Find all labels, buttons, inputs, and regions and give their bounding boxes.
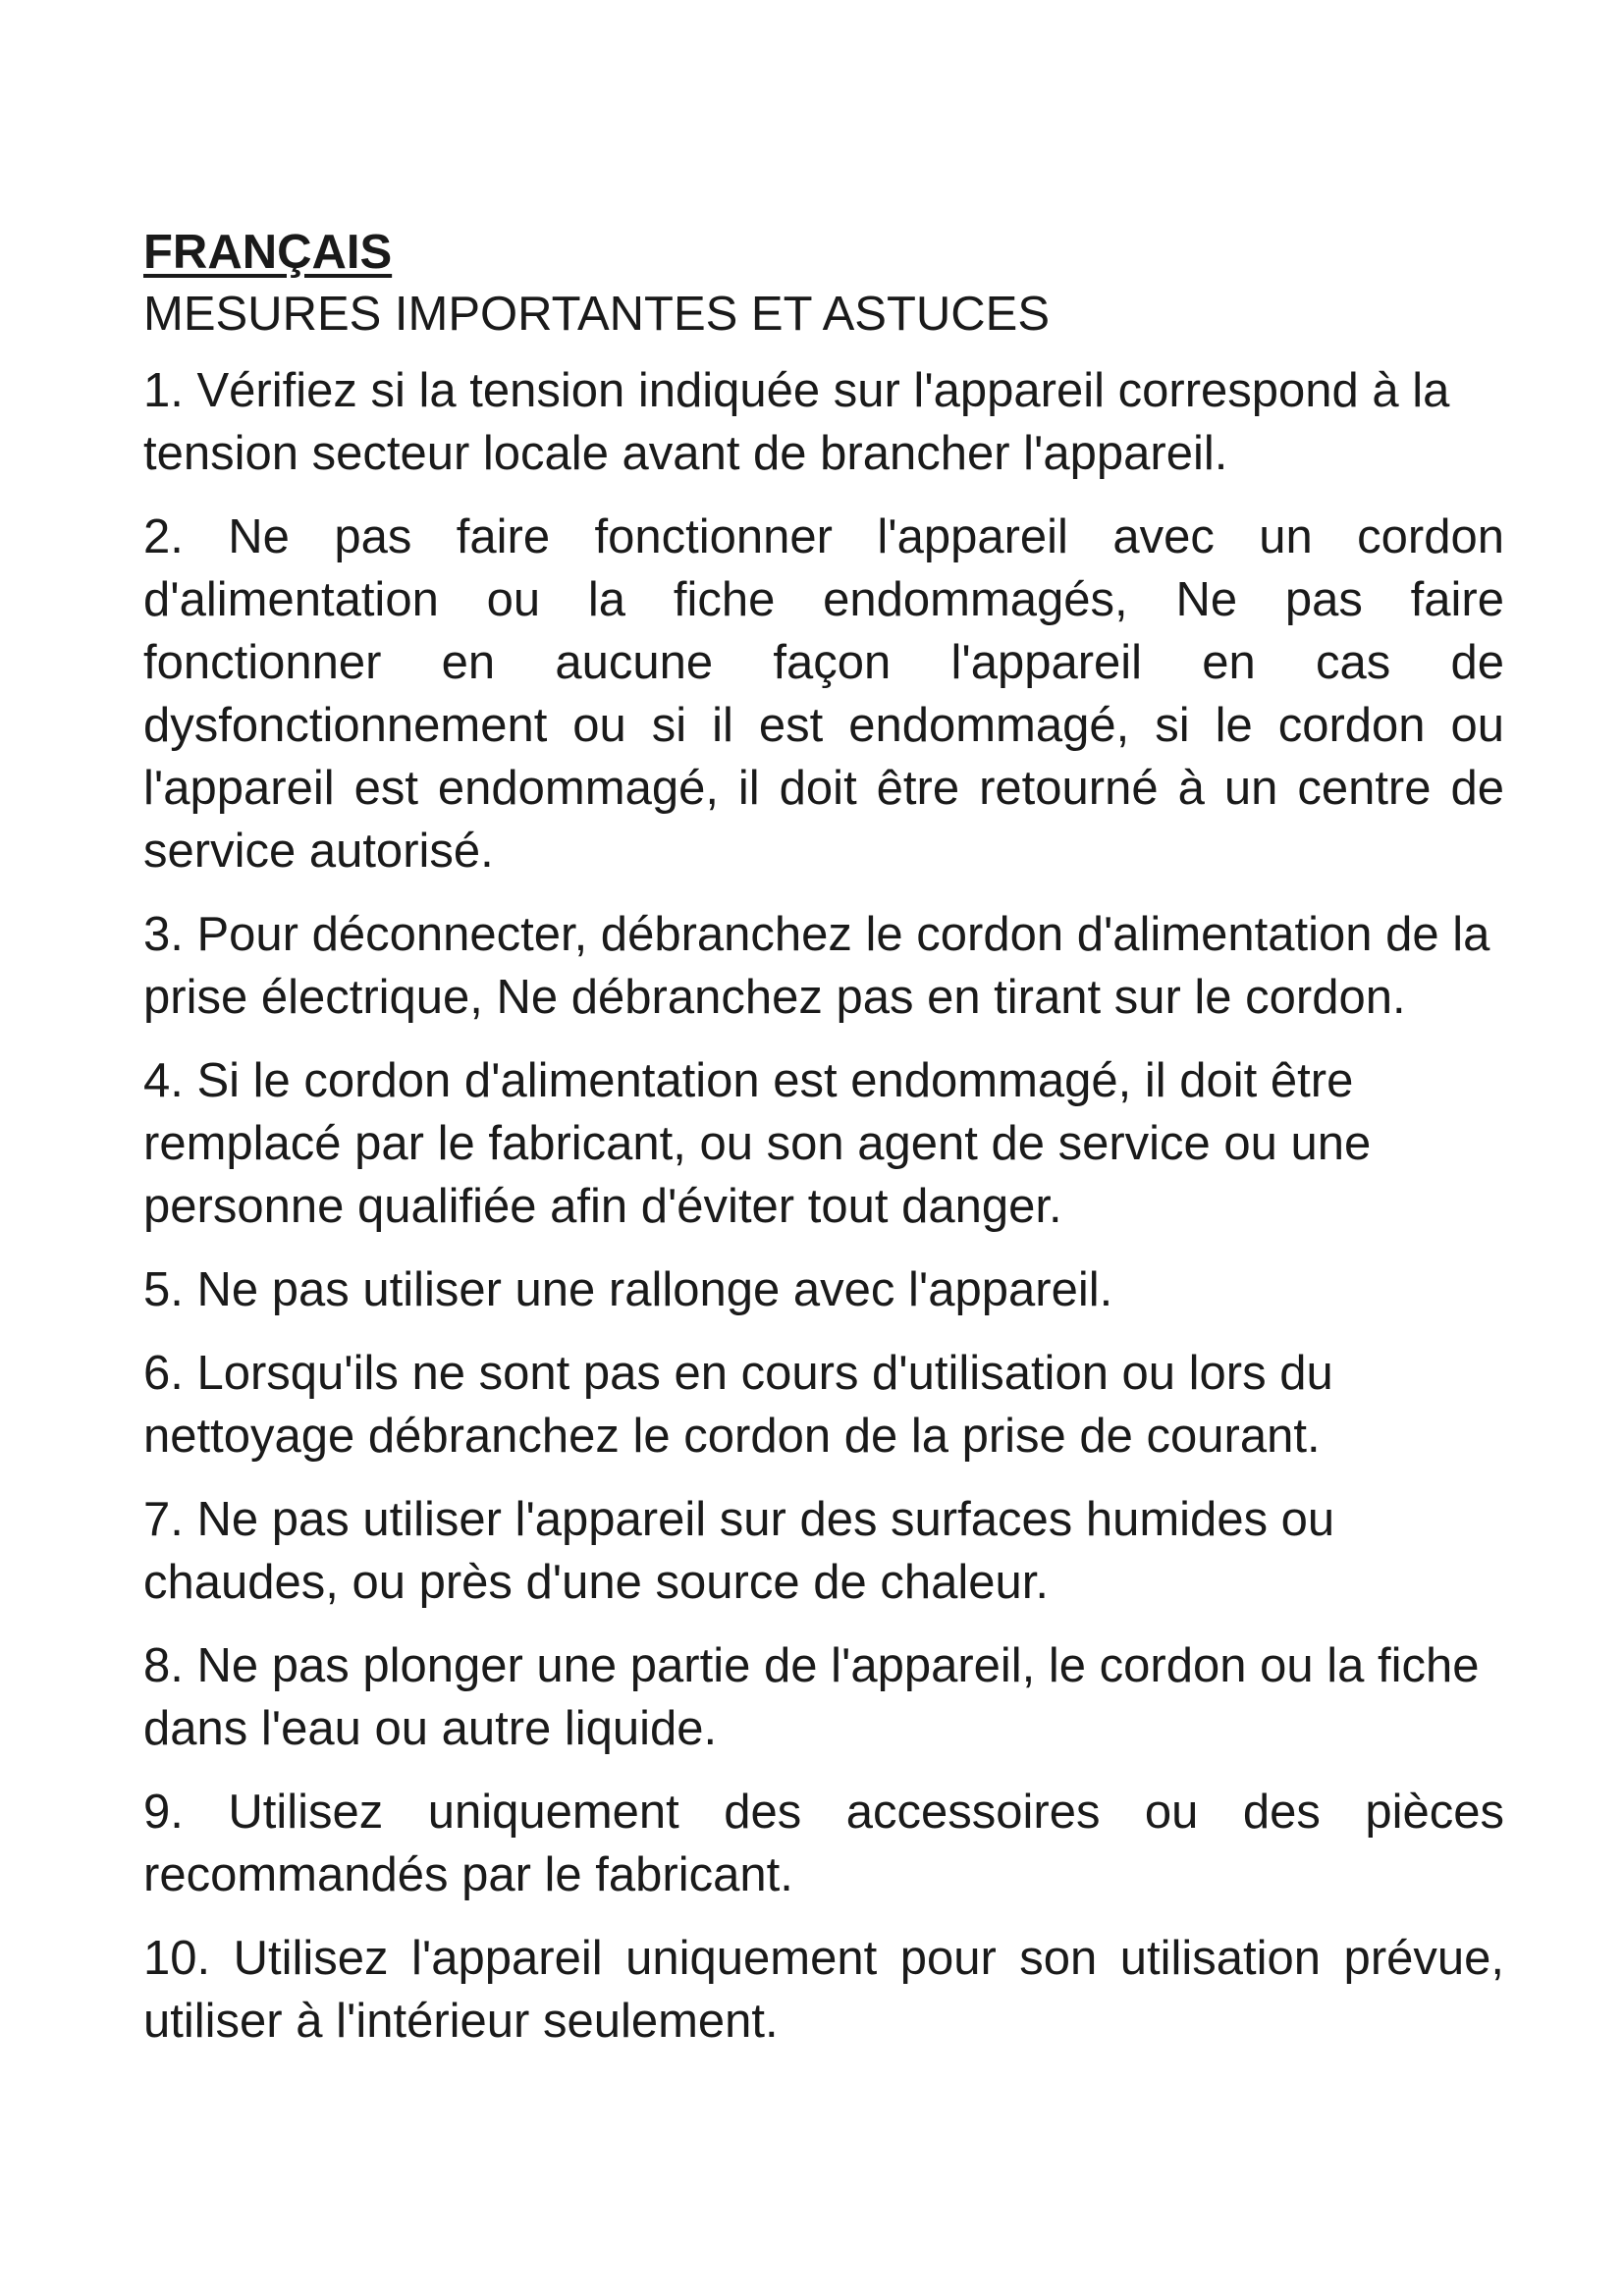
instruction-item-6: 6. Lorsqu'ils ne sont pas en cours d'utilisation ou lors du nettoyage débranchez le cordon de la prise de courant.: [143, 1347, 1333, 1463]
instruction-item-9: 9. Utilisez uniquement des accessoires ou des pièces recommandés par le fabricant.: [143, 1786, 1504, 1901]
instruction-item-7: 7. Ne pas utiliser l'appareil sur des surfaces humides ou chaudes, ou près d'une source de chaleur.: [143, 1493, 1335, 1609]
section-heading: MESURES IMPORTANTES ET ASTUCES: [143, 288, 1051, 341]
instruction-item-2: 2. Ne pas faire fonctionner l'appareil avec un cordon d'alimentation ou la fiche endommagés, Ne pas faire fonctionner en aucune façon l'appareil en cas de dysfonctionnement ou si il est endommagé, si le cordon ou l'appareil est endommagé, il doit être retourné à un centre de service autorisé.: [143, 510, 1504, 878]
instruction-item-5: 5. Ne pas utiliser une rallonge avec l'appareil.: [143, 1263, 1113, 1316]
safety-instructions-list: [143, 359, 1504, 2053]
language-title: FRANÇAIS: [143, 226, 393, 279]
instruction-item-1: 1. Vérifiez si la tension indiquée sur l'appareil correspond à la tension secteur locale avant de brancher l'appareil.: [143, 364, 1450, 480]
instruction-item-10: 10. Utilisez l'appareil uniquement pour son utilisation prévue, utiliser à l'intérieur seulement.: [143, 1932, 1504, 2048]
document-page: [143, 222, 1504, 2073]
instruction-item-4: 4. Si le cordon d'alimentation est endommagé, il doit être remplacé par le fabricant, ou son agent de service ou une personne qualifiée afin d'éviter tout danger.: [143, 1054, 1372, 1233]
instruction-item-3: 3. Pour déconnecter, débranchez le cordon d'alimentation de la prise électrique, Ne débranchez pas en tirant sur le cordon.: [143, 908, 1490, 1024]
instruction-item-8: 8. Ne pas plonger une partie de l'appareil, le cordon ou la fiche dans l'eau ou autre liquide.: [143, 1639, 1480, 1755]
